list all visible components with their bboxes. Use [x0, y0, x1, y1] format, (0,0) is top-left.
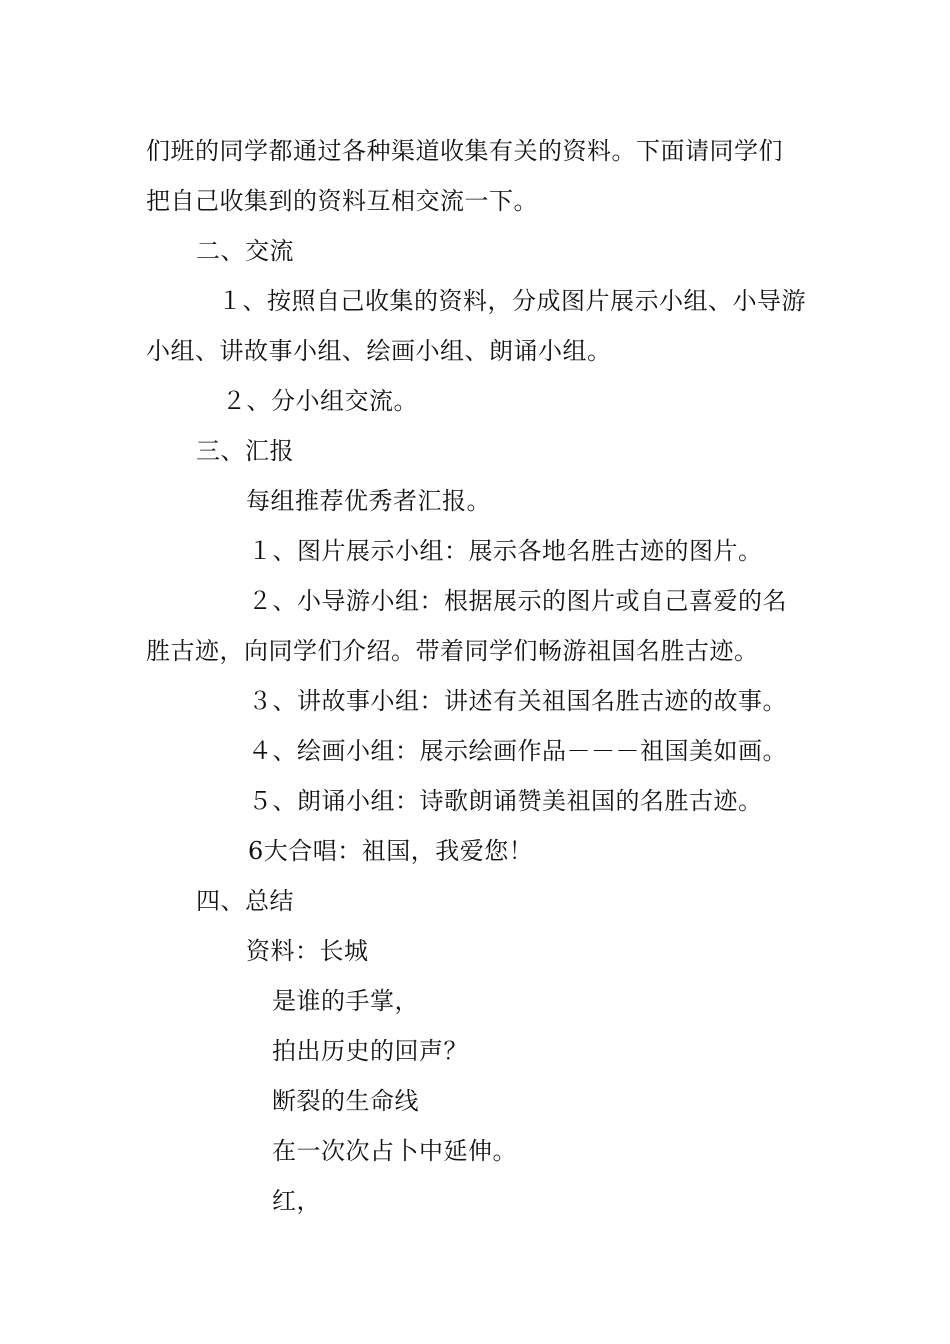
text-line-10: ２、小导游小组：根据展示的图片或自己喜爱的名 [248, 587, 787, 615]
text-line-9: １、图片展示小组：展示各地名胜古迹的图片。 [248, 537, 763, 565]
poem-line-5: 红， [272, 1187, 321, 1215]
section-heading-summary: 四、总结 [196, 887, 294, 915]
text-line-14: ５、朗诵小组：诗歌朗诵赞美祖国的名胜古迹。 [248, 787, 763, 815]
text-line-5: 小组、讲故事小组、绘画小组、朗诵小组。 [146, 337, 612, 365]
text-line-12: ３、讲故事小组：讲述有关祖国名胜古迹的故事。 [248, 687, 787, 715]
section-heading-exchange: 二、交流 [196, 237, 294, 265]
text-line-6: ２、分小组交流。 [222, 387, 418, 415]
text-line-4: １、按照自己收集的资料，分成图片展示小组、小导游 [218, 287, 806, 315]
poem-line-1: 是谁的手掌， [272, 987, 419, 1015]
text-line-15: 6大合唱：祖国，我爱您！ [248, 837, 534, 865]
text-line-13: ４、绘画小组：展示绘画作品－－－祖国美如画。 [248, 737, 787, 765]
text-line-8: 每组推荐优秀者汇报。 [246, 487, 491, 515]
text-line-17: 资料：长城 [246, 937, 369, 965]
section-heading-report: 三、汇报 [196, 437, 294, 465]
poem-line-2: 拍出历史的回声？ [272, 1037, 468, 1065]
text-line-2: 把自己收集到的资料互相交流一下。 [146, 187, 538, 215]
text-line-1: 们班的同学都通过各种渠道收集有关的资料。下面请同学们 [146, 137, 783, 165]
poem-line-4: 在一次次占卜中延伸。 [272, 1137, 517, 1165]
text-line-11: 胜古迹，向同学们介绍。带着同学们畅游祖国名胜古迹。 [146, 637, 759, 665]
poem-line-3: 断裂的生命线 [272, 1087, 419, 1115]
